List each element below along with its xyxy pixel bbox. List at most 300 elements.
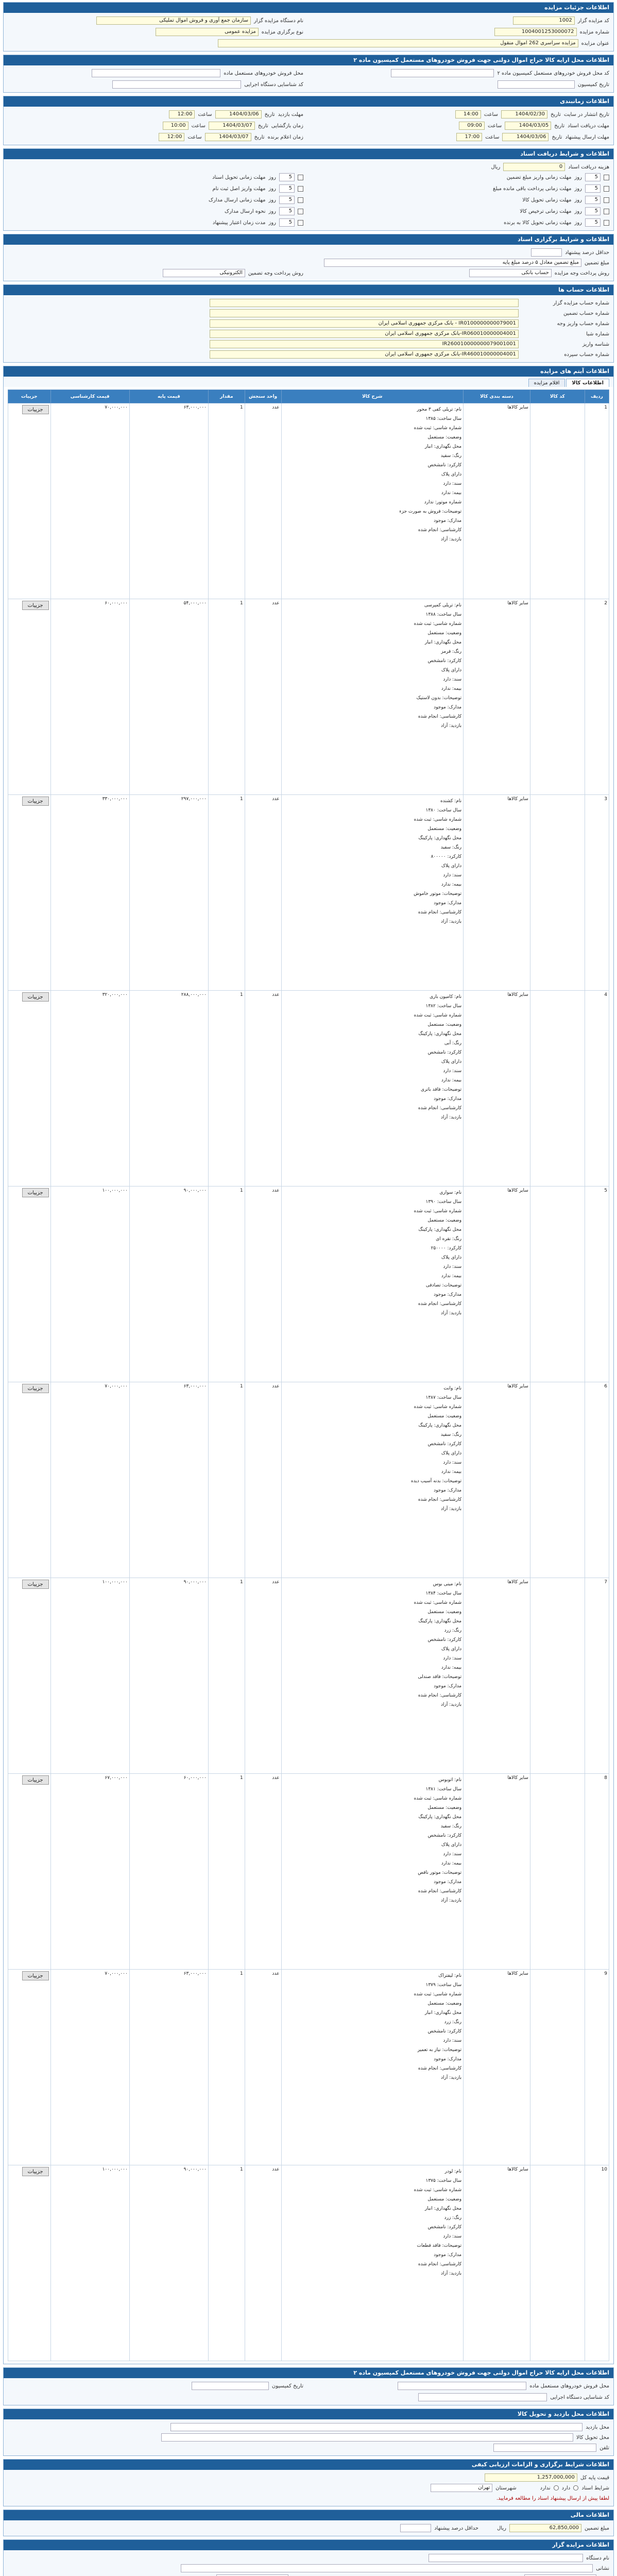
details-button[interactable]: جزییات [22, 2167, 49, 2176]
label: شرایط اسناد [581, 2485, 609, 2491]
item-code [530, 1382, 585, 1578]
label: روز [574, 208, 582, 214]
section-title: اطلاعات حساب ها [4, 285, 613, 295]
section-title: اطلاعات شرایط برگزاری و الزامات ارزیابی کیفی [4, 2460, 613, 2470]
item-base-price: ۹۰,۰۰۰,۰۰۰ [129, 2165, 208, 2361]
label: شناسه واریز [582, 341, 609, 347]
item-code [530, 2165, 585, 2361]
label: زمان اعلام برنده [267, 134, 303, 140]
row-number: 4 [585, 991, 609, 1187]
term-label: مهلت زمانی تحویل کالا [522, 197, 572, 203]
place-code-field [391, 69, 494, 77]
label: عنوان مزایده [581, 40, 609, 46]
quality-requirements-section [3, 2459, 614, 2506]
account-row [8, 298, 609, 308]
visit-delivery-section [3, 2409, 614, 2456]
schedule-section [3, 96, 614, 145]
tab-auction-items[interactable]: اقلام مزایده [528, 379, 565, 387]
row-number: 5 [585, 1187, 609, 1382]
label: روز [268, 219, 276, 226]
time-field: 17:00 [456, 133, 482, 141]
row-number: 7 [585, 1578, 609, 1774]
term-checkbox[interactable] [604, 175, 609, 180]
item-quantity: 1 [209, 403, 245, 599]
table-row [8, 403, 609, 599]
item-description: نام: کشنده سال ساخت: ۱۳۸۰ شماره شاسی: ثبت شده وضعیت: مستعمل محل نگهداری: پارکینگ رنگ: سفید کارکرد: ۸۰۰۰۰۰ دارای پلاک سند: دارد بیمه: ندارد توضیحات: موتور خاموش مدارک: موجود کارشناسی: انجام شده بازدید: آزاد [281, 795, 464, 991]
label: روز [574, 174, 582, 180]
details-cell [8, 599, 51, 795]
term-label: مهلت زمانی تحویل کالا به برنده [504, 219, 572, 226]
account-field: IR060010000004001-بانک مرکزی جمهوری اسلامی ایران [210, 330, 519, 338]
section-title: اطلاعات مزایده گزار [4, 2540, 613, 2550]
details-button[interactable]: جزییات [22, 1188, 49, 1197]
item-expert-price: ۳۳۰,۰۰۰,۰۰۰ [50, 795, 129, 991]
label: ساعت [191, 123, 205, 129]
organizer-section [3, 2539, 614, 2576]
item-description: نام: سواری سال ساخت: ۱۳۹۰ شماره شاسی: ثبت شده وضعیت: مستعمل محل نگهداری: پارکینگ رنگ: نقره ای کارکرد: ۲۵۰۰۰۰ دارای پلاک سند: دارد بیمه: ندارد توضیحات: تصادفی مدارک: موجود کارشناسی: انجام شده بازدید: آزاد [281, 1187, 464, 1382]
label: تلفن [599, 2445, 609, 2451]
term-row [8, 183, 303, 194]
term-checkbox[interactable] [298, 175, 303, 180]
term-label: مهلت زمانی تحویل اسناد [212, 174, 266, 180]
section-title: اطلاعات زمانبندی [4, 96, 613, 107]
label: شماره حساب تضمین [563, 310, 609, 316]
item-quantity: 1 [209, 1382, 245, 1578]
time-field: 10:00 [163, 122, 188, 130]
guarantee-amount-field: 62,850,000 [509, 2524, 581, 2532]
term-row [314, 195, 609, 205]
term-row [8, 195, 303, 205]
days-field: 5 [279, 173, 295, 181]
item-expert-price: ۱۰۰,۰۰۰,۰۰۰ [50, 1578, 129, 1774]
item-expert-price: ۷۰,۰۰۰,۰۰۰ [50, 403, 129, 599]
item-category: سایر کالاها [464, 599, 530, 795]
item-category: سایر کالاها [464, 1970, 530, 2165]
item-description: نام: تریلی کفی ۳ محور سال ساخت: ۱۳۸۵ شماره شاسی: ثبت شده وضعیت: مستعمل محل نگهداری: انبار رنگ: سفید کارکرد: نامشخص دارای پلاک سند: دارد بیمه: ندارد شماره موتور: ندارد توضیحات: فروش به صورت جزء مدارک: موجود کارشناسی: انجام شده بازدید: آزاد [281, 403, 464, 599]
label: روز [268, 174, 276, 180]
label: مبلغ تضمین [584, 260, 609, 266]
label: حداقل درصد پیشنهاد [434, 2525, 478, 2531]
row-number: 3 [585, 795, 609, 991]
label: ساعت [484, 111, 498, 117]
days-field: 5 [279, 207, 295, 215]
tab-item-info[interactable]: اطلاعات کالا [566, 379, 609, 387]
details-cell [8, 1578, 51, 1774]
term-checkbox[interactable] [604, 209, 609, 214]
radio-no[interactable] [554, 2485, 559, 2490]
payment-method-field: حساب بانکی [469, 269, 552, 277]
days-field: 5 [585, 207, 601, 215]
term-row [314, 206, 609, 216]
label: روش پرداخت وجه مزایده [554, 270, 609, 276]
city-field: تهران [431, 2484, 492, 2492]
item-code [530, 1970, 585, 2165]
item-unit: عدد [245, 1578, 281, 1774]
label: ساعت [187, 134, 202, 140]
item-expert-price: ۷۰,۰۰۰,۰۰۰ [50, 1382, 129, 1578]
table-row [8, 1382, 609, 1578]
label: شماره حساب واریز وجه [557, 320, 609, 327]
days-field: 5 [279, 184, 295, 193]
item-base-price: ۲۹۷,۰۰۰,۰۰۰ [129, 795, 208, 991]
item-quantity: 1 [209, 1774, 245, 1970]
label: محل فروش خودروهای مستعمل ماده [224, 70, 303, 76]
label: شماره حساب سپرده [564, 351, 609, 358]
commission-place-section [3, 55, 614, 93]
item-unit: عدد [245, 1382, 281, 1578]
account-row [8, 339, 609, 349]
label: روز [574, 185, 582, 192]
table-row [8, 795, 609, 991]
details-button[interactable]: جزییات [22, 405, 49, 414]
label: مهلت دریافت اسناد [568, 123, 609, 129]
row-number: 10 [585, 2165, 609, 2361]
days-field: 5 [585, 173, 601, 181]
term-checkbox[interactable] [298, 209, 303, 214]
label: تاریخ [554, 123, 565, 129]
label: محل بازدید [586, 2424, 609, 2430]
date-field: 1404/03/05 [505, 122, 551, 130]
commission-place-section-2 [3, 2367, 614, 2405]
details-button[interactable]: جزییات [22, 1775, 49, 1785]
organizer-name-field [429, 2554, 583, 2562]
item-category: سایر کالاها [464, 1187, 530, 1382]
time-field: 12:00 [159, 133, 184, 141]
label: نام دستگاه [586, 2555, 609, 2561]
details-cell [8, 1187, 51, 1382]
term-row [314, 217, 609, 228]
term-label: مهلت زمانی پرداخت باقی مانده مبلغ [493, 185, 572, 192]
row-number: 6 [585, 1382, 609, 1578]
item-category: سایر کالاها [464, 1578, 530, 1774]
item-expert-price: ۳۲۰,۰۰۰,۰۰۰ [50, 991, 129, 1187]
section-title: اطلاعات و شرایط دریافت اسناد [4, 149, 613, 159]
column-header: شرح کالا [281, 390, 464, 403]
item-code [530, 403, 585, 599]
row-number: 9 [585, 1970, 609, 2165]
commission-date-field [498, 80, 575, 89]
days-field: 5 [585, 196, 601, 204]
column-header: قیمت پایه [129, 390, 208, 403]
label: روز [574, 197, 582, 203]
item-quantity: 1 [209, 795, 245, 991]
item-code [530, 1774, 585, 1970]
term-row [8, 172, 303, 182]
table-row [8, 1970, 609, 2165]
item-unit: عدد [245, 991, 281, 1187]
days-field: 5 [279, 196, 295, 204]
date-field: 1404/03/07 [209, 122, 255, 130]
section-title: اطلاعات و شرایط برگزاری اسناد [4, 234, 613, 245]
label: هزینه دریافت اسناد [568, 164, 609, 170]
document-terms-section [3, 148, 614, 231]
guarantee-method-field: الکترونیکی [163, 269, 245, 277]
days-field: 5 [279, 218, 295, 227]
item-unit: عدد [245, 599, 281, 795]
schedule-row [314, 132, 609, 142]
column-header: جزییات [8, 390, 51, 403]
term-label: مهلت زمانی واریز مبلغ تضمین [506, 174, 572, 180]
item-quantity: 1 [209, 1970, 245, 2165]
label: مهلت بازدید [278, 111, 303, 117]
section-title: اطلاعات مالی [4, 2510, 613, 2520]
label: تاریخ [552, 134, 562, 140]
term-row [314, 183, 609, 194]
details-cell [8, 1774, 51, 1970]
account-field: IR460010000004001-بانک مرکزی جمهوری اسلامی ایران [210, 350, 519, 359]
visit-address-field [170, 2423, 582, 2431]
place-field [92, 69, 220, 77]
item-category: سایر کالاها [464, 1382, 530, 1578]
term-checkbox[interactable] [298, 220, 303, 226]
term-checkbox[interactable] [604, 220, 609, 226]
section-title: اطلاعات آیتم های مزایده [4, 366, 613, 377]
item-category: سایر کالاها [464, 795, 530, 991]
item-unit: عدد [245, 2165, 281, 2361]
item-base-price: ۶۳,۰۰۰,۰۰۰ [129, 1970, 208, 2165]
item-base-price: ۹۰,۰۰۰,۰۰۰ [129, 1578, 208, 1774]
items-section [3, 366, 614, 2364]
label: تاریخ [258, 123, 268, 129]
label: نشانی [596, 2565, 609, 2571]
org-name-field: سازمان جمع آوری و فروش اموال تملیکی [96, 16, 251, 25]
financial-section [3, 2510, 614, 2536]
label: کد شناسایی دستگاه اجرایی [550, 2394, 609, 2400]
item-quantity: 1 [209, 1187, 245, 1382]
details-cell [8, 795, 51, 991]
label: شهرستان [495, 2485, 517, 2491]
label: نام دستگاه مزایده گزار [253, 18, 303, 24]
label: قیمت پایه کل [580, 2475, 609, 2481]
item-description: نام: لودر سال ساخت: ۱۳۷۵ شماره شاسی: ثبت شده وضعیت: مستعمل محل نگهداری: انبار رنگ: زرد کارکرد: نامشخص سند: دارد توضیحات: فاقد قطعات مدارک: موجود کارشناسی: انجام شده بازدید: آزاد [281, 2165, 464, 2361]
auction-title-field: مزایده سراسری 262 اموال منقول [218, 39, 578, 47]
column-header: دسته بندی کالا [464, 390, 530, 403]
section-title: اطلاعات محل بازدید و تحویل کالا [4, 2409, 613, 2419]
term-checkbox[interactable] [604, 186, 609, 192]
item-code [530, 991, 585, 1187]
item-expert-price: ۶۷,۰۰۰,۰۰۰ [50, 1774, 129, 1970]
item-description: نام: تریلی کمپرسی سال ساخت: ۱۳۸۸ شماره شاسی: ثبت شده وضعیت: مستعمل محل نگهداری: انبار رنگ: قرمز کارکرد: نامشخص دارای پلاک سند: دارد بیمه: ندارد توضیحات: بدون لاستیک مدارک: موجود کارشناسی: انجام شده بازدید: آزاد [281, 599, 464, 795]
table-row [8, 2165, 609, 2361]
details-cell [8, 991, 51, 1187]
details-button[interactable]: جزییات [22, 1580, 49, 1589]
item-expert-price: ۷۰,۰۰۰,۰۰۰ [50, 1970, 129, 2165]
item-base-price: ۵۴,۰۰۰,۰۰۰ [129, 599, 208, 795]
item-unit: عدد [245, 1774, 281, 1970]
item-description: نام: کامیون باری سال ساخت: ۱۳۸۲ شماره شاسی: ثبت شده وضعیت: مستعمل محل نگهداری: پارکینگ رنگ: آبی کارکرد: نامشخص دارای پلاک سند: دارد بیمه: ندارد توضیحات: فاقد باتری مدارک: موجود کارشناسی: انجام شده بازدید: آزاد [281, 991, 464, 1187]
auction-type-field: مزایده عمومی [156, 28, 259, 36]
auction-number-field: 1004001253000072 [494, 28, 577, 36]
table-row [8, 599, 609, 795]
item-unit: عدد [245, 403, 281, 599]
item-code [530, 599, 585, 795]
account-row [8, 329, 609, 339]
days-field: 5 [585, 184, 601, 193]
table-row [8, 991, 609, 1187]
account-field: IR260010000000079001001 [210, 340, 519, 348]
time-field: 14:00 [455, 110, 481, 118]
account-field: IR0100000000079001 - بانک مرکزی جمهوری اسلامی ایران [210, 319, 519, 328]
label: حداقل درصد پیشنهاد [565, 249, 609, 256]
label: شماره حساب مزایده گزار [553, 300, 609, 306]
label: مبلغ تضمین [584, 2525, 609, 2531]
column-header: کد کالا [530, 390, 585, 403]
schedule-row [314, 109, 609, 120]
term-checkbox[interactable] [298, 197, 303, 203]
item-description: نام: اتوبوس سال ساخت: ۱۳۸۱ شماره شاسی: ثبت شده وضعیت: مستعمل محل نگهداری: پارکینگ رنگ: سفید کارکرد: نامشخص دارای پلاک سند: دارد بیمه: ندارد توضیحات: موتور ناقص مدارک: موجود کارشناسی: انجام شده بازدید: آزاد [281, 1774, 464, 1970]
place-field [398, 2382, 526, 2390]
item-description: نام: وانت سال ساخت: ۱۳۸۷ شماره شاسی: ثبت شده وضعیت: مستعمل محل نگهداری: پارکینگ رنگ: سفید کارکرد: نامشخص دارای پلاک سند: دارد بیمه: ندارد توضیحات: بدنه آسیب دیده مدارک: موجود کارشناسی: انجام شده بازدید: آزاد [281, 1382, 464, 1578]
unit-label: ریال [491, 164, 501, 170]
label: محل فروش خودروهای مستعمل ماده [529, 2383, 609, 2389]
visit-phone-field [493, 2444, 596, 2452]
holding-terms-section [3, 234, 614, 281]
term-row [8, 206, 303, 216]
item-category: سایر کالاها [464, 991, 530, 1187]
details-cell [8, 1382, 51, 1578]
details-button[interactable]: جزییات [22, 601, 49, 610]
date-field: 1404/03/06 [215, 110, 262, 118]
time-field: 12:00 [169, 110, 195, 118]
label: مهلت ارسال پیشنهاد [565, 134, 609, 140]
label: تاریخ [254, 134, 265, 140]
details-button[interactable]: جزییات [22, 1384, 49, 1393]
column-header: واحد سنجش [245, 390, 281, 403]
section-title: اطلاعات جزئیات مزایده [4, 3, 613, 13]
term-label: مهلت زمانی ترخیص کالا [520, 208, 572, 214]
details-button[interactable]: جزییات [22, 1971, 49, 1980]
label: تاریخ کمیسیون [577, 81, 609, 88]
term-label: نحوه ارسال مدارک [225, 208, 266, 214]
details-button[interactable]: جزییات [22, 992, 49, 1002]
item-quantity: 1 [209, 599, 245, 795]
details-cell [8, 403, 51, 599]
row-number: 2 [585, 599, 609, 795]
guarantee-note-field: مبلغ تضمین معادل ۵ درصد مبلغ پایه [324, 259, 581, 267]
item-unit: عدد [245, 1187, 281, 1382]
label: زمان بازگشایی [271, 123, 303, 129]
label: شماره شبا [586, 331, 609, 337]
label: روز [574, 219, 582, 226]
item-base-price: ۶۳,۰۰۰,۰۰۰ [129, 403, 208, 599]
item-base-price: ۶۳,۰۰۰,۰۰۰ [129, 1382, 208, 1578]
term-row [8, 217, 303, 228]
time-field: 09:00 [459, 122, 485, 130]
label: روش پرداخت وجه تضمین [248, 270, 303, 276]
item-expert-price: ۱۰۰,۰۰۰,۰۰۰ [50, 2165, 129, 2361]
schedule-row [8, 121, 303, 131]
agency-id-field [112, 80, 241, 89]
label: تاریخ [264, 111, 275, 117]
account-row [8, 349, 609, 360]
item-description: نام: لیفتراک سال ساخت: ۱۳۷۹ شماره شاسی: ثبت شده وضعیت: مستعمل محل نگهداری: انبار رنگ: زرد کارکرد: نامشخص سند: دارد توضیحات: نیاز به تعمیر مدارک: موجود کارشناسی: انجام شده بازدید: آزاد [281, 1970, 464, 2165]
label: دارد [561, 2485, 571, 2491]
item-base-price: ۶۰,۰۰۰,۰۰۰ [129, 1774, 208, 1970]
row-number: 1 [585, 403, 609, 599]
item-expert-price: ۶۰,۰۰۰,۰۰۰ [50, 599, 129, 795]
account-row [8, 318, 609, 329]
details-button[interactable]: جزییات [22, 796, 49, 806]
label: تاریخ انتشار در سایت [563, 111, 609, 117]
date-field: 1404/03/06 [502, 133, 549, 141]
delivery-address-field [161, 2433, 573, 2442]
term-checkbox[interactable] [604, 197, 609, 203]
min-percent-field [400, 2524, 431, 2532]
item-category: سایر کالاها [464, 2165, 530, 2361]
account-row [8, 308, 609, 318]
item-description: نام: مینی بوس سال ساخت: ۱۳۸۴ شماره شاسی: ثبت شده وضعیت: مستعمل محل نگهداری: پارکینگ رنگ: زرد کارکرد: نامشخص دارای پلاک سند: دارد بیمه: ندارد توضیحات: فاقد صندلی مدارک: موجود کارشناسی: انجام شده بازدید: آزاد [281, 1578, 464, 1774]
account-field [210, 309, 519, 317]
item-quantity: 1 [209, 991, 245, 1187]
label: شماره مزایده [579, 29, 609, 35]
label: روز [268, 197, 276, 203]
row-number: 8 [585, 1774, 609, 1970]
column-header: قیمت کارشناسی [50, 390, 129, 403]
column-header: مقدار [209, 390, 245, 403]
item-code [530, 1187, 585, 1382]
item-unit: عدد [245, 1970, 281, 2165]
org-code-field: 1002 [513, 16, 575, 25]
label: تاریخ [550, 111, 561, 117]
accounts-section [3, 284, 614, 363]
auction-details-section [3, 2, 614, 52]
item-code [530, 1578, 585, 1774]
items-table [8, 389, 609, 2361]
item-quantity: 1 [209, 2165, 245, 2361]
radio-yes[interactable] [573, 2485, 578, 2490]
label: محل تحویل کالا [576, 2434, 609, 2441]
details-cell [8, 1970, 51, 2165]
term-label: مهلت زمانی ارسال مدارک [209, 197, 266, 203]
label: ندارد [540, 2485, 551, 2491]
label: ساعت [198, 111, 212, 117]
term-label: مدت زمان اعتبار پیشنهاد [212, 219, 266, 226]
label: روز [268, 185, 276, 192]
organizer-address-field [181, 2564, 593, 2572]
label: نوع برگزاری مزایده [261, 29, 303, 35]
item-unit: عدد [245, 795, 281, 991]
table-row [8, 1774, 609, 1970]
details-cell [8, 2165, 51, 2361]
unit-label: ریال [497, 2525, 506, 2531]
date-field: 1404/02/30 [501, 110, 547, 118]
section-title: اطلاعات محل ارایه کالا حراج اموال دولتی جهت فروش خودروهای مستعمل کمیسیون ماده ۲ [4, 2368, 613, 2378]
label: ساعت [485, 134, 500, 140]
item-expert-price: ۱۰۰,۰۰۰,۰۰۰ [50, 1187, 129, 1382]
label: تاریخ کمیسیون [271, 2383, 303, 2389]
doc-fee-field: 0 [503, 163, 565, 171]
schedule-row [8, 109, 303, 120]
column-header: ردیف [585, 390, 609, 403]
section-title: اطلاعات محل ارایه کالا حراج اموال دولتی جهت فروش خودروهای مستعمل کمیسیون ماده ۲ [4, 55, 613, 65]
account-field [210, 299, 519, 307]
label: روز [268, 208, 276, 214]
item-base-price: ۹۰,۰۰۰,۰۰۰ [129, 1187, 208, 1382]
term-checkbox[interactable] [298, 186, 303, 192]
agency-id-field [418, 2393, 547, 2401]
term-row [314, 172, 609, 182]
note-text: لطفا پیش از ارسال پیشنهاد اسناد را مطالعه فرمایید. [496, 2495, 609, 2501]
item-quantity: 1 [209, 1578, 245, 1774]
item-category: سایر کالاها [464, 403, 530, 599]
table-row [8, 1187, 609, 1382]
schedule-row [8, 132, 303, 142]
commission-date-field [192, 2382, 269, 2390]
label: کد محل فروش خودروهای مستعمل کمیسیون ماده ۲ [497, 70, 609, 76]
item-base-price: ۲۸۸,۰۰۰,۰۰۰ [129, 991, 208, 1187]
date-field: 1404/03/07 [205, 133, 251, 141]
total-base-price-field: 1,257,000,000 [485, 2473, 577, 2482]
